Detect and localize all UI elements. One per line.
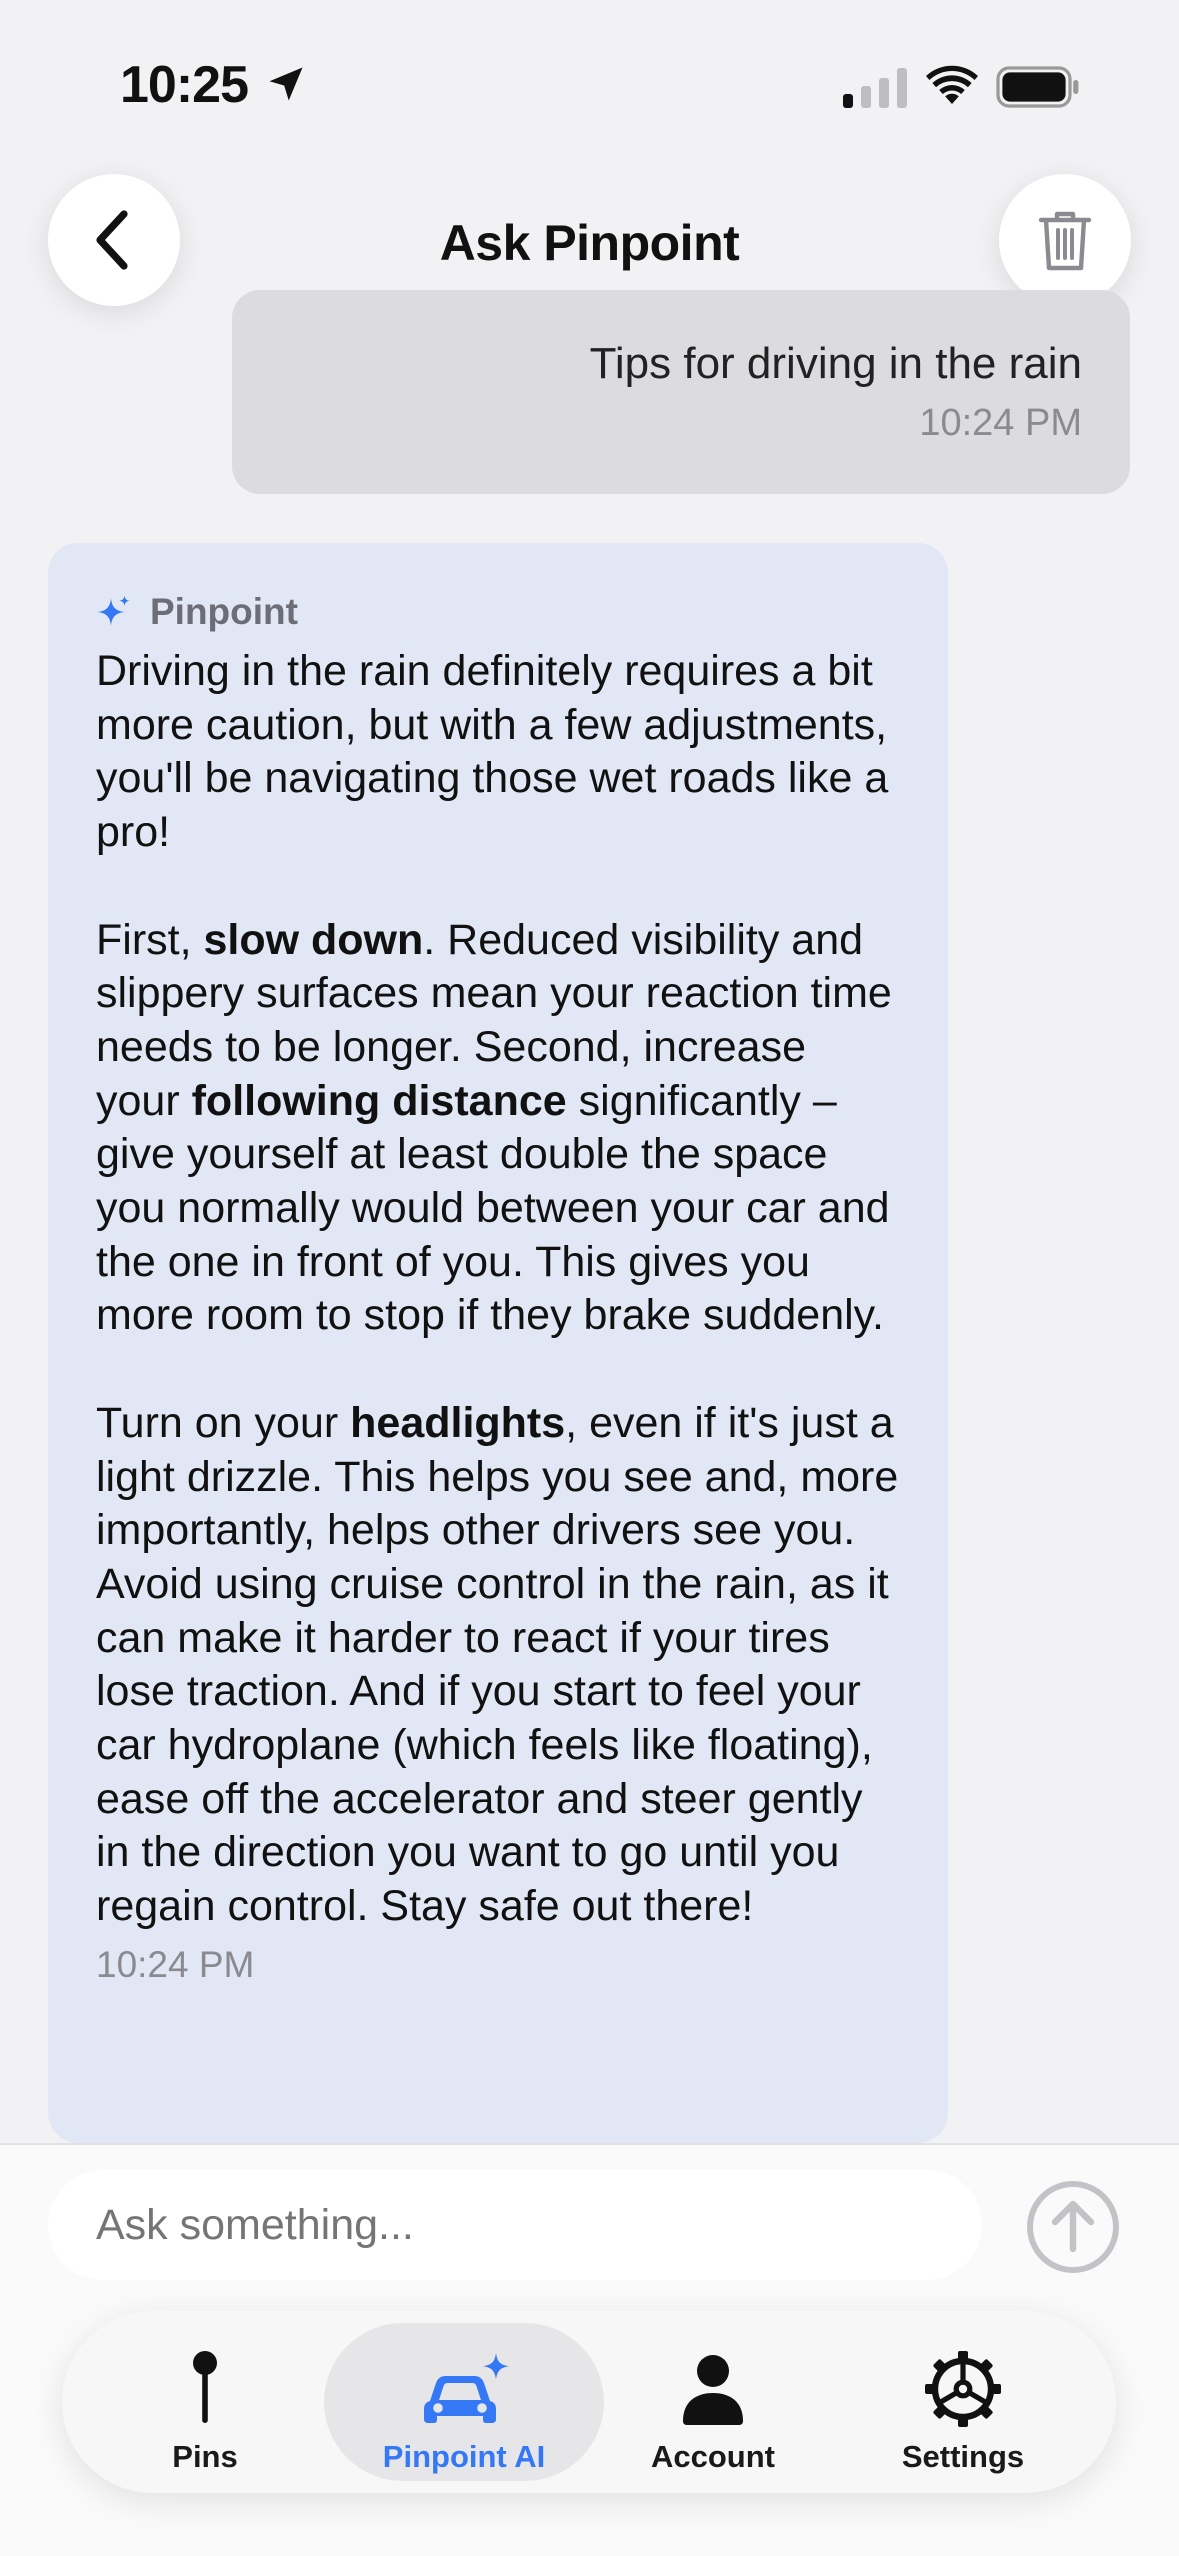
location-arrow-icon <box>264 62 308 106</box>
bold-headlights: headlights <box>350 1398 566 1447</box>
pin-icon <box>185 2349 225 2429</box>
user-message-time: 10:24 PM <box>919 402 1082 444</box>
bold-slow-down: slow down <box>203 915 424 964</box>
tab-pins[interactable] <box>80 2323 330 2481</box>
ask-input[interactable] <box>48 2170 982 2280</box>
ai-paragraph-1: Driving in the rain definitely requires a bit more caution, but with a few adjustments, you'll be navigating those wet roads like a pro! <box>96 647 889 857</box>
wifi-icon <box>926 64 978 108</box>
person-icon <box>681 2349 745 2429</box>
user-message-text: Tips for driving in the rain <box>589 339 1082 388</box>
page-title: Ask Pinpoint <box>439 215 740 271</box>
cellular-signal-icon <box>843 68 907 108</box>
trash-icon <box>1037 208 1093 272</box>
tab-settings[interactable] <box>838 2323 1088 2481</box>
sparkle-icon <box>96 594 132 630</box>
delete-chat-button[interactable] <box>999 174 1131 306</box>
bottom-panel <box>0 2143 1179 2556</box>
tab-account[interactable] <box>588 2323 838 2481</box>
send-button[interactable] <box>1025 2179 1121 2275</box>
bold-following-distance: following distance <box>191 1076 567 1125</box>
car-sparkle-icon <box>416 2349 512 2429</box>
tab-label-pinpoint-ai: Pinpoint AI <box>382 2439 546 2474</box>
ai-paragraph-3: Turn on your headlights, even if it's just a light drizzle. This helps you see and, more importantly, helps other drivers see you. Avoid using cruise control in the rain, as it can make it harder to react if your tires lose traction. And if you start to feel your car hydroplane (which feels like floating), ease off the accelerator and steer gently in the direction you want to go until you regain control. Stay safe out there! <box>96 1398 899 1931</box>
ai-message-time: 10:24 PM <box>96 1943 255 1985</box>
ai-message-text <box>96 645 900 1934</box>
user-message-bubble <box>232 290 1130 494</box>
status-time: 10:25 <box>120 56 248 114</box>
battery-icon <box>996 66 1080 108</box>
status-bar <box>0 0 1179 150</box>
ai-message-header <box>96 591 900 633</box>
tab-pinpoint-ai[interactable] <box>324 2323 604 2481</box>
ai-message-bubble <box>48 543 948 2143</box>
tab-label-settings: Settings <box>901 2439 1025 2474</box>
tab-label-account: Account <box>651 2439 775 2474</box>
ai-paragraph-2: First, slow down. Reduced visibility and slippery surfaces mean your reaction time needs to be longer. Second, increase your following distance significantly – give yourself at least double the space you normally would between your car and the one in front of you. This gives you more room to stop if they brake suddenly. <box>96 915 892 1340</box>
ai-sender-name: Pinpoint <box>150 591 298 632</box>
tab-label-pins: Pins <box>172 2439 238 2474</box>
gear-icon <box>923 2349 1003 2429</box>
tab-bar <box>62 2311 1116 2493</box>
